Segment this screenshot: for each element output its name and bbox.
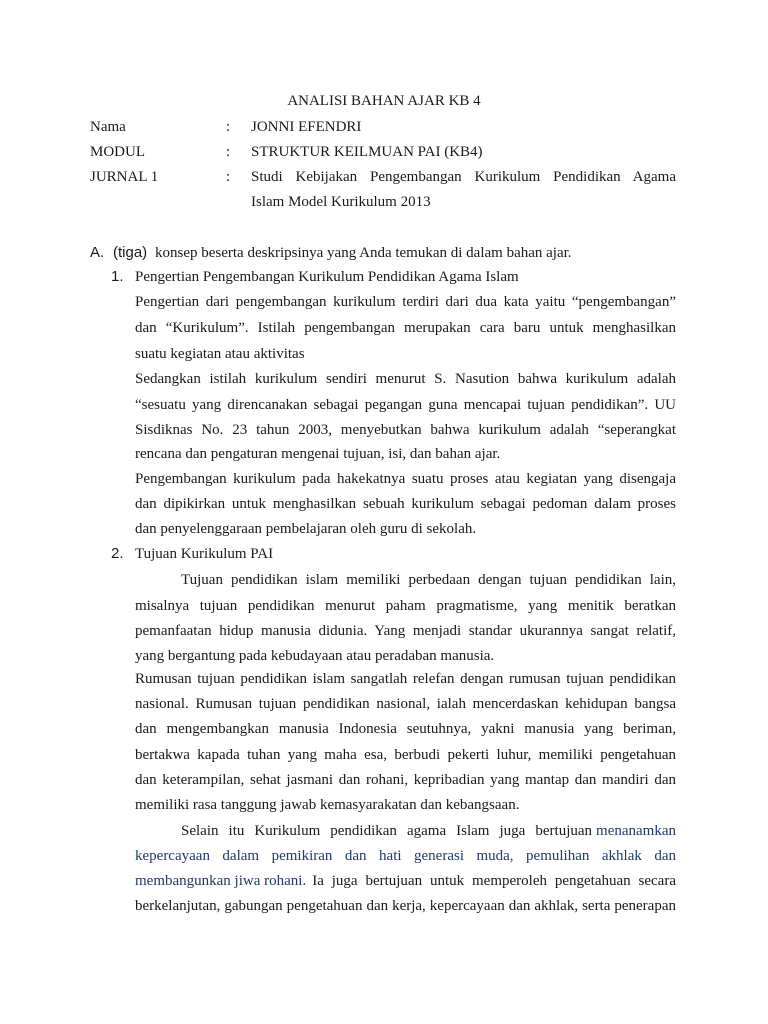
modul-colon: :	[226, 144, 231, 160]
item-2-p3-line-1-highlight: menanamkan	[596, 823, 676, 839]
item-1-p1-line: Pengertian dari pengembangan kurikulum terdiri dari dua kata yaitu “pengembangan”	[135, 294, 676, 310]
nama-label: Nama	[90, 119, 126, 135]
item-1-p3-line: dan dipikirkan untuk menghasilkan sebuah kurikulum sebagai pedoman dalam proses	[135, 496, 676, 512]
item-2-p2-line: Rumusan tujuan pendidikan islam sangatlah relefan dengan rumusan tujuan pendidikan	[135, 671, 676, 687]
item-1-p1-line: dan “Kurikulum”. Istilah pengembangan merupakan cara baru untuk menghasilkan	[135, 320, 676, 336]
item-2-p1-line: misalnya tujuan pendidikan menurut paham pragmatisme, yang menitik beratkan	[135, 598, 676, 614]
jurnal-label: JURNAL 1	[90, 169, 159, 185]
item-2-p3-line-1	[181, 821, 676, 841]
document-title: ANALISI BAHAN AJAR KB 4	[287, 93, 481, 109]
item-1-p2-line: “sesuatu yang direncanakan sebagai pegangan guna mencapai tujuan pendidikan”. UU	[135, 397, 676, 413]
item-2-p2-line: memiliki rasa tanggung jawab kemasyarakatan dan kebangsaan.	[135, 797, 520, 813]
item-2-p2-line: bertakwa kapada tuhan yang maha esa, berbudi pekerti luhur, memiliki pengetahuan	[135, 747, 676, 763]
nama-value: JONNI EFENDRI	[251, 119, 362, 135]
item-2-p2-line: nasional. Rumusan tujuan pendidikan nasional, ialah mencerdaskan kehidupan bangsa	[135, 696, 676, 712]
item-2-p2-line: dan mengembangkan manusia Indonesia seutuhnya, yakni manusia yang beriman,	[135, 721, 676, 737]
jurnal-value-line-2: Islam Model Kurikulum 2013	[251, 194, 431, 210]
item-1-p3-line: dan penyelenggaraan pembelajaran oleh guru di sekolah.	[135, 521, 477, 537]
section-a-intro-parenthetical: (tiga)	[113, 244, 148, 261]
item-2-p3-line-3-text: Ia juga bertujuan untuk memperoleh pengetahuan secara	[312, 873, 676, 889]
item-1-p2-line: rencana dan pengaturan mengenai tujuan, isi, dan bahan ajar.	[135, 446, 501, 462]
item-2-p3-line-4: berkelanjutan, gabungan pengetahuan dan kerja, kepercayaan dan akhlak, serta penerapan	[135, 898, 676, 914]
section-a-intro: konsep beserta deskripsinya yang Anda temukan di dalam bahan ajar.	[155, 245, 572, 261]
item-2-p1-line: Tujuan pendidikan islam memiliki perbedaan dengan tujuan pendidikan lain,	[181, 572, 676, 588]
item-2-p1-line: yang bergantung pada kebudayaan atau peradaban manusia.	[135, 648, 495, 664]
item-2-heading: Tujuan Kurikulum PAI	[135, 546, 274, 562]
item-1-number: 1.	[111, 268, 124, 285]
item-1-p2-line: Sedangkan istilah kurikulum sendiri menurut S. Nasution bahwa kurikulum adalah	[135, 371, 676, 387]
section-a-marker: A.	[90, 244, 105, 261]
item-1-p1-line: suatu kegiatan atau aktivitas	[135, 346, 305, 362]
modul-value: STRUKTUR KEILMUAN PAI (KB4)	[251, 144, 483, 160]
nama-colon: :	[226, 119, 231, 135]
item-1-p3-line: Pengembangan kurikulum pada hakekatnya suatu proses atau kegiatan yang disengaja	[135, 471, 676, 487]
item-2-p3-line-1-text: Selain itu Kurikulum pendidikan agama Islam juga bertujuan	[181, 823, 593, 839]
item-2-p3-line-3-highlight: membangunkan jiwa rohani.	[135, 873, 307, 889]
item-2-p1-line: pemanfaatan hidup manusia didunia. Yang menjadi standar ukurannya sangat relatif,	[135, 623, 676, 639]
item-1-p2-line: Sisdiknas No. 23 tahun 2003, menyebutkan bahwa kurikulum adalah “seperangkat	[135, 422, 676, 438]
item-1-heading: Pengertian Pengembangan Kurikulum Pendidikan Agama Islam	[135, 269, 519, 285]
item-2-number: 2.	[111, 545, 124, 562]
item-2-p2-line: dan keterampilan, sehat jasmani dan rohani, kepribadian yang mantap dan mandiri dan	[135, 772, 676, 788]
jurnal-colon: :	[226, 169, 231, 185]
jurnal-value-line-1: Studi Kebijakan Pengembangan Kurikulum Pendidikan Agama	[251, 169, 676, 185]
item-2-p3-line-2: kepercayaan dalam pemikiran dan hati generasi muda, pemulihan akhlak dan	[135, 848, 676, 864]
modul-label: MODUL	[90, 144, 145, 160]
item-2-p3-line-3	[135, 871, 676, 891]
